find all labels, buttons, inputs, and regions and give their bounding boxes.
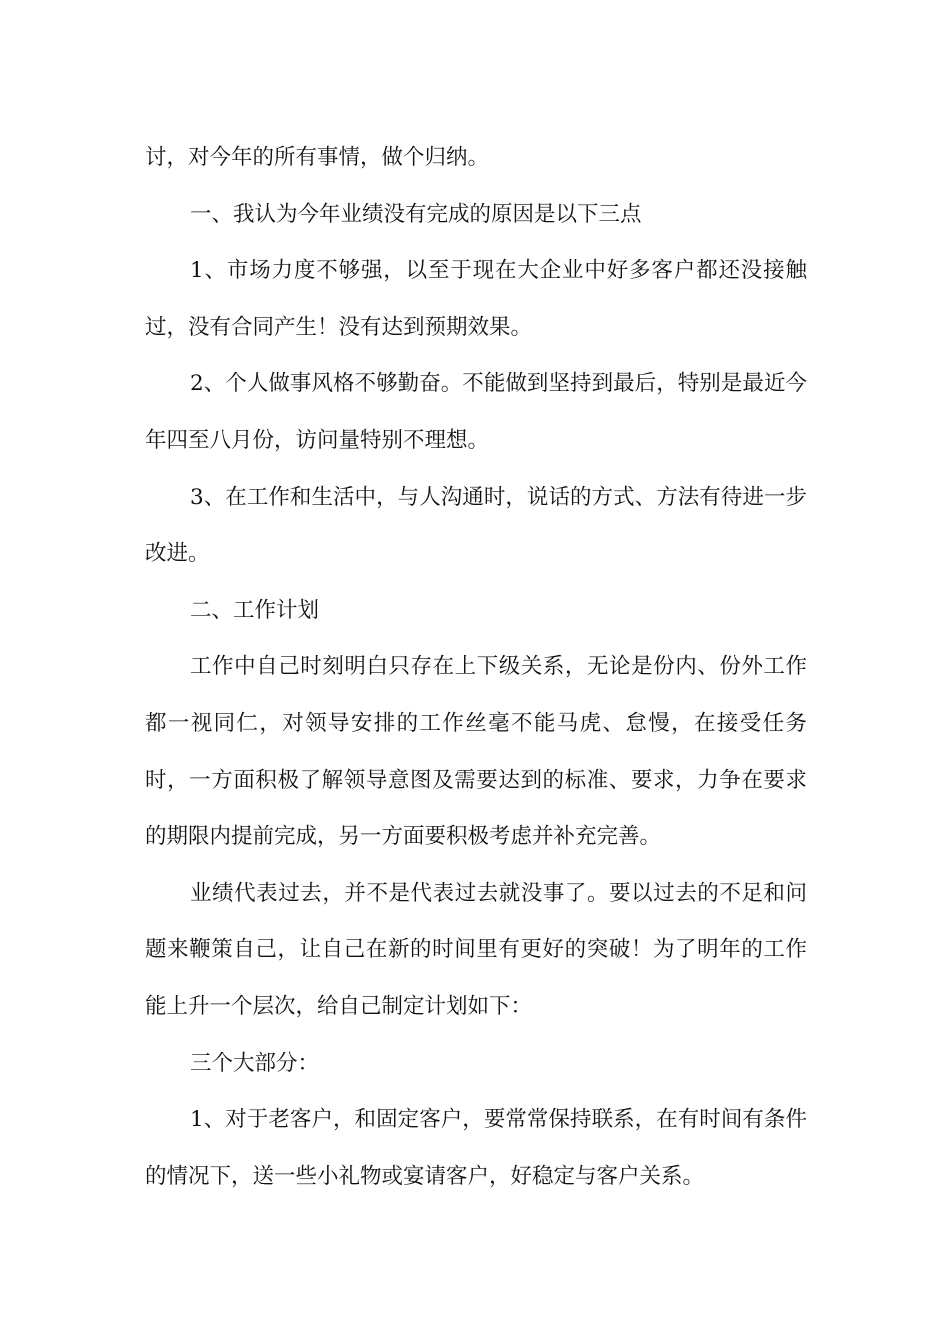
- section-heading-work-plan: 二、工作计划: [190, 597, 320, 623]
- paragraph-plan-item-1: 1、对于老客户，和固定客户，要常常保持联系，在有时间有条件的情况下，送一些小礼物或宴请客户，好稳定与客户关系。: [145, 1107, 807, 1189]
- document-body: [145, 130, 807, 1205]
- paragraph-reason-3: 3、在工作和生活中，与人沟通时，说话的方式、方法有待进一步改进。: [145, 484, 807, 567]
- paragraph-reason-1: 1、市场力度不够强，以至于现在大企业中好多客户都还没接触过，没有合同产生！没有达到预期效果。: [145, 258, 807, 340]
- paragraph-work-attitude: 工作中自己时刻明白只存在上下级关系，无论是份内、份外工作都一视同仁，对领导安排的工作丝毫不能马虎、怠慢，在接受任务时，一方面积极了解领导意图及需要达到的标准、要求，力争在要求的期限内提前完成，另一方面要积极考虑并补充完善。: [145, 654, 807, 850]
- paragraph-three-parts: 三个大部分：: [190, 1050, 320, 1076]
- paragraph-reason-2: 2、个人做事风格不够勤奋。不能做到坚持到最后，特别是最近今年四至八月份，访问量特别不理想。: [145, 371, 807, 453]
- section-heading-reasons: 一、我认为今年业绩没有完成的原因是以下三点: [190, 201, 642, 227]
- paragraph-performance: 业绩代表过去，并不是代表过去就没事了。要以过去的不足和问题来鞭策自己，让自己在新的时间里有更好的突破！为了明年的工作能上升一个层次，给自己制定计划如下：: [145, 880, 807, 1019]
- paragraph-continuation: 讨，对今年的所有事情，做个归纳。: [145, 145, 490, 170]
